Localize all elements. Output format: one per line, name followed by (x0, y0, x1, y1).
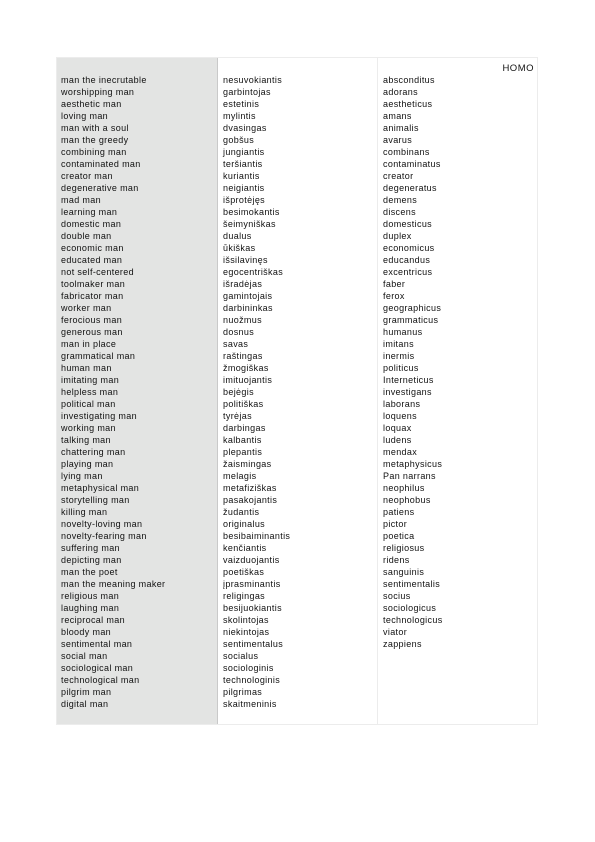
latin-term: sentimentalis (383, 579, 441, 589)
latin-list (383, 74, 443, 650)
english-term: bloody man (61, 627, 112, 637)
lithuanian-term: pasakojantis (223, 495, 278, 505)
english-term: not self-centered (61, 267, 134, 277)
lithuanian-term: technologinis (223, 675, 281, 685)
english-term: reciprocal man (61, 615, 125, 625)
english-term: fabricator man (61, 291, 124, 301)
latin-term: investigans (383, 387, 432, 397)
lithuanian-term: kuriantis (223, 171, 260, 181)
english-term: political man (61, 399, 116, 409)
lithuanian-term: nesuvokiantis (223, 75, 283, 85)
english-term: degenerative man (61, 183, 139, 193)
lithuanian-term: neigiantis (223, 183, 265, 193)
lithuanian-term: plepantis (223, 447, 263, 457)
english-term: investigating man (61, 411, 137, 421)
english-term: imitating man (61, 375, 120, 385)
lithuanian-term: poetiškas (223, 567, 265, 577)
lithuanian-term: metafiziškas (223, 483, 277, 493)
latin-term: adorans (383, 87, 418, 97)
latin-term: imitans (383, 339, 414, 349)
english-term: contaminated man (61, 159, 141, 169)
lithuanian-term: imituojantis (223, 375, 273, 385)
english-term: digital man (61, 699, 109, 709)
english-term: novelty-loving man (61, 519, 143, 529)
lithuanian-term: raštingas (223, 351, 263, 361)
lithuanian-term: savas (223, 339, 249, 349)
english-term: sentimental man (61, 639, 133, 649)
english-term: laughing man (61, 603, 120, 613)
latin-term: degeneratus (383, 183, 437, 193)
latin-term: sociologicus (383, 603, 437, 613)
english-term: man the poet (61, 567, 118, 577)
latin-term: ridens (383, 555, 410, 565)
lithuanian-term: darbininkas (223, 303, 273, 313)
lithuanian-term: gamintojais (223, 291, 273, 301)
english-term: human man (61, 363, 112, 373)
lithuanian-list (223, 74, 290, 710)
english-term: social man (61, 651, 108, 661)
latin-term: economicus (383, 243, 435, 253)
latin-term: educandus (383, 255, 431, 265)
english-term: learning man (61, 207, 118, 217)
latin-term: creator (383, 171, 414, 181)
english-term: educated man (61, 255, 123, 265)
english-term: helpless man (61, 387, 119, 397)
latin-term: technologicus (383, 615, 443, 625)
english-term: grammatical man (61, 351, 136, 361)
latin-column (378, 58, 537, 724)
english-term: man with a soul (61, 123, 129, 133)
latin-term: demens (383, 195, 418, 205)
lithuanian-term: skolintojas (223, 615, 269, 625)
lithuanian-term: darbingas (223, 423, 266, 433)
english-term: aesthetic man (61, 99, 122, 109)
english-list (61, 74, 165, 710)
latin-term: domesticus (383, 219, 433, 229)
lithuanian-term: žaismingas (223, 459, 272, 469)
english-term: metaphysical man (61, 483, 140, 493)
latin-term: absconditus (383, 75, 435, 85)
latin-term: politicus (383, 363, 419, 373)
latin-term: discens (383, 207, 416, 217)
latin-term: faber (383, 279, 406, 289)
lithuanian-term: dualus (223, 231, 252, 241)
latin-term: sanguinis (383, 567, 425, 577)
english-term: combining man (61, 147, 127, 157)
english-term: lying man (61, 471, 103, 481)
latin-term: pictor (383, 519, 408, 529)
latin-term: combinans (383, 147, 430, 157)
latin-term: loquens (383, 411, 417, 421)
lithuanian-term: tyrėjas (223, 411, 252, 421)
lithuanian-term: besibaiminantis (223, 531, 291, 541)
english-term: pilgrim man (61, 687, 112, 697)
lithuanian-term: žudantis (223, 507, 260, 517)
lithuanian-term: skaitmeninis (223, 699, 277, 709)
lithuanian-term: vaizduojantis (223, 555, 280, 565)
english-term: generous man (61, 327, 123, 337)
english-term: double man (61, 231, 112, 241)
english-term: mad man (61, 195, 101, 205)
latin-term: patiens (383, 507, 415, 517)
latin-term: ferox (383, 291, 405, 301)
latin-term: viator (383, 627, 408, 637)
lithuanian-term: besijuokiantis (223, 603, 282, 613)
lithuanian-term: išprotėjęs (223, 195, 266, 205)
english-term: storytelling man (61, 495, 130, 505)
english-term: chattering man (61, 447, 126, 457)
latin-term: humanus (383, 327, 423, 337)
lithuanian-term: šeimyniškas (223, 219, 276, 229)
latin-term: socius (383, 591, 411, 601)
english-term: novelty-fearing man (61, 531, 147, 541)
latin-term: duplex (383, 231, 412, 241)
lithuanian-term: įprasminantis (223, 579, 281, 589)
latin-term: amans (383, 111, 412, 121)
english-term: technological man (61, 675, 140, 685)
lithuanian-term: estetinis (223, 99, 260, 109)
english-term: worker man (61, 303, 112, 313)
latin-term: neophilus (383, 483, 425, 493)
latin-term: Pan narrans (383, 471, 436, 481)
lithuanian-term: socialus (223, 651, 259, 661)
english-term: working man (61, 423, 116, 433)
english-term: worshipping man (61, 87, 135, 97)
latin-term: aestheticus (383, 99, 433, 109)
latin-term: avarus (383, 135, 413, 145)
english-term: man in place (61, 339, 117, 349)
lithuanian-term: teršiantis (223, 159, 263, 169)
lithuanian-term: žmogiškas (223, 363, 269, 373)
lithuanian-term: jungiantis (223, 147, 265, 157)
column-header: HOMO (502, 63, 534, 74)
latin-term: grammaticus (383, 315, 439, 325)
latin-term: ludens (383, 435, 412, 445)
lithuanian-term: mylintis (223, 111, 256, 121)
english-term: talking man (61, 435, 111, 445)
lithuanian-term: melagis (223, 471, 257, 481)
lithuanian-term: garbintojas (223, 87, 271, 97)
lithuanian-term: sentimentalus (223, 639, 284, 649)
latin-term: geographicus (383, 303, 442, 313)
english-term: creator man (61, 171, 113, 181)
lithuanian-term: dosnus (223, 327, 255, 337)
english-term: toolmaker man (61, 279, 126, 289)
english-term: loving man (61, 111, 109, 121)
lithuanian-term: gobšus (223, 135, 255, 145)
english-term: ferocious man (61, 315, 123, 325)
lithuanian-term: nuožmus (223, 315, 262, 325)
latin-term: metaphysicus (383, 459, 443, 469)
lithuanian-term: išsilavinęs (223, 255, 268, 265)
lithuanian-term: politiškas (223, 399, 264, 409)
lithuanian-term: pilgrimas (223, 687, 263, 697)
homo-table (56, 57, 538, 725)
lithuanian-term: bejėgis (223, 387, 254, 397)
lithuanian-column (218, 58, 378, 724)
lithuanian-term: sociologinis (223, 663, 274, 673)
lithuanian-term: kenčiantis (223, 543, 267, 553)
latin-term: inermis (383, 351, 415, 361)
latin-term: loquax (383, 423, 412, 433)
lithuanian-term: besimokantis (223, 207, 280, 217)
lithuanian-term: originalus (223, 519, 266, 529)
english-term: sociological man (61, 663, 134, 673)
english-term: man the greedy (61, 135, 129, 145)
latin-term: laborans (383, 399, 421, 409)
latin-term: neophobus (383, 495, 431, 505)
english-term: killing man (61, 507, 108, 517)
english-term: religious man (61, 591, 120, 601)
english-term: man the meaning maker (61, 579, 166, 589)
lithuanian-term: niekintojas (223, 627, 270, 637)
english-term: economic man (61, 243, 124, 253)
latin-term: animalis (383, 123, 419, 133)
english-term: playing man (61, 459, 114, 469)
english-term: suffering man (61, 543, 120, 553)
latin-term: poetica (383, 531, 415, 541)
english-term: man the inecrutable (61, 75, 147, 85)
latin-term: mendax (383, 447, 418, 457)
latin-term: zappiens (383, 639, 422, 649)
latin-term: religiosus (383, 543, 425, 553)
lithuanian-term: dvasingas (223, 123, 267, 133)
lithuanian-term: egocentriškas (223, 267, 284, 277)
english-term: depicting man (61, 555, 122, 565)
english-term: domestic man (61, 219, 122, 229)
english-column (57, 58, 218, 724)
latin-term: Interneticus (383, 375, 434, 385)
lithuanian-term: religingas (223, 591, 266, 601)
latin-term: contaminatus (383, 159, 441, 169)
lithuanian-term: ūkiškas (223, 243, 256, 253)
lithuanian-term: išradėjas (223, 279, 263, 289)
latin-term: excentricus (383, 267, 433, 277)
lithuanian-term: kalbantis (223, 435, 262, 445)
